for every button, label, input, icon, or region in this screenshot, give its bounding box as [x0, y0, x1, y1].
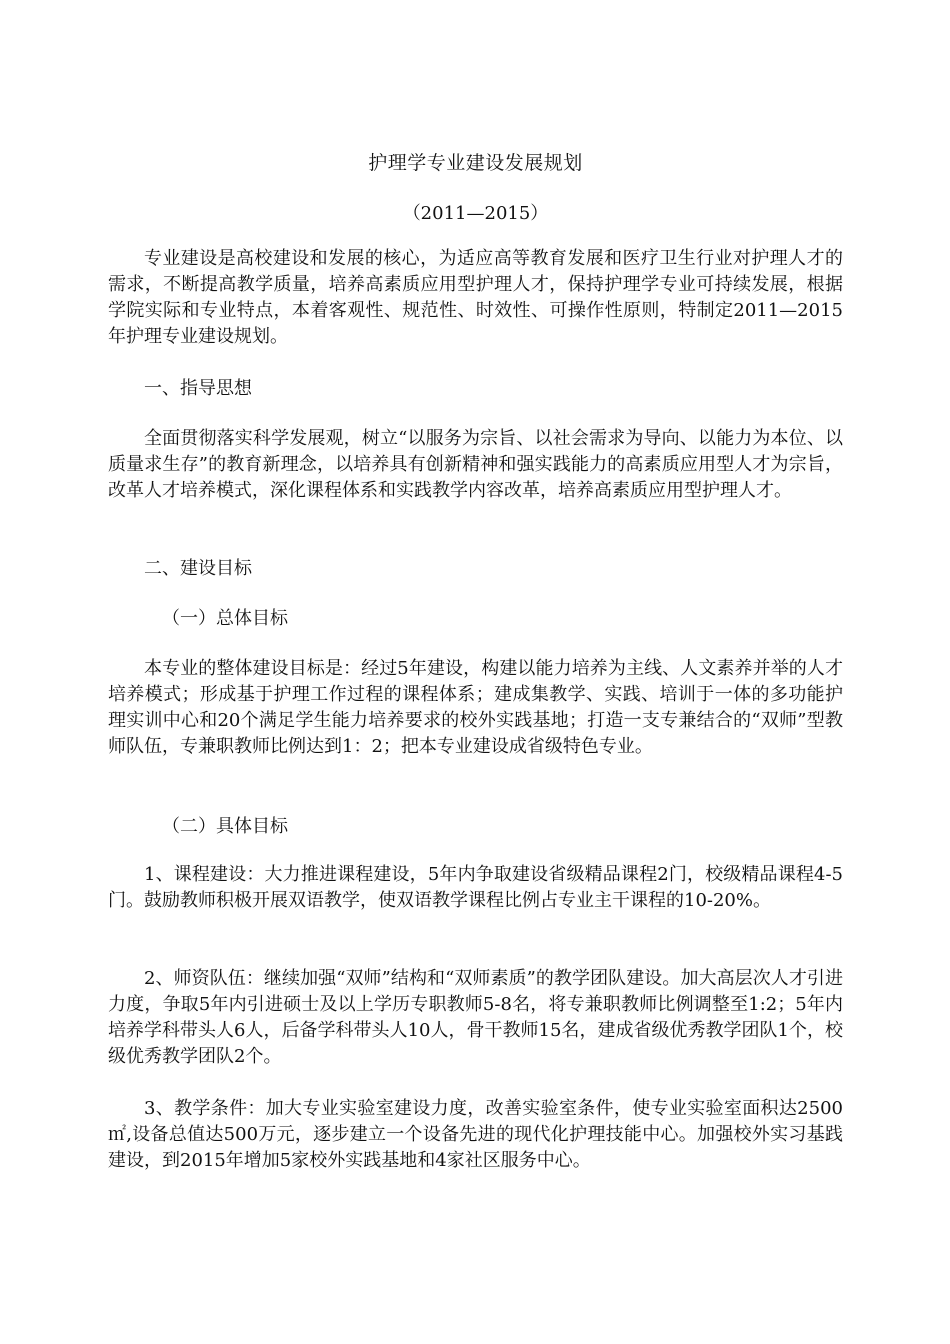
- overall-goal-paragraph: 本专业的整体建设目标是：经过5年建设，构建以能力培养为主线、人文素养并举的人才培养模式；形成基于护理工作过程的课程体系；建成集教学、实践、培训于一体的多功能护理实训中心和20个满足学生能力培养要求的校外实践基地；打造一支专兼结合的“双师”型教师队伍，专兼职教师比例达到1：2；把本专业建设成省级特色专业。: [108, 658, 843, 757]
- intro-paragraph: 专业建设是高校建设和发展的核心，为适应高等教育发展和医疗卫生行业对护理人才的需求，不断提高教学质量，培养高素质应用型护理人才，保持护理学专业可持续发展，根据学院实际和专业特点，本着客观性、规范性、时效性、可操作性原则，特制定2011—2015年护理专业建设规划。: [108, 248, 843, 347]
- subheading-specific-goals: （二）具体目标: [162, 816, 288, 837]
- specific-goal-teaching-conditions: 3、教学条件：加大专业实验室建设力度，改善实验室条件，使专业实验室面积达2500㎡,设备总值达500万元，逐步建立一个设备先进的现代化护理技能中心。加强校外实习基践建设，到2015年增加5家校外实践基地和4家社区服务中心。: [108, 1098, 843, 1171]
- document-period: （2011—2015）: [402, 203, 549, 224]
- section-heading-construction-goals: 二、建设目标: [144, 558, 252, 579]
- guiding-thought-paragraph: 全面贯彻落实科学发展观，树立“以服务为宗旨、以社会需求为导向、以能力为本位、以质量求生存”的教育新理念，以培养具有创新精神和强实践能力的高素质应用型人才为宗旨，改革人才培养模式，深化课程体系和实践教学内容改革，培养高素质应用型护理人才。: [108, 428, 843, 501]
- section-heading-guiding-thought: 一、指导思想: [144, 378, 252, 399]
- subheading-overall-goal: （一）总体目标: [162, 608, 288, 629]
- document-title: 护理学专业建设发展规划: [368, 152, 583, 174]
- specific-goal-teaching-staff: 2、师资队伍：继续加强“双师”结构和“双师素质”的教学团队建设。加大高层次人才引进力度，争取5年内引进硕士及以上学历专职教师5-8名，将专兼职教师比例调整至1:2；5年内培养学科带头人6人，后备学科带头人10人，骨干教师15名，建成省级优秀教学团队1个，校级优秀教学团队2个。: [108, 968, 843, 1067]
- specific-goal-course-construction: 1、课程建设：大力推进课程建设，5年内争取建设省级精品课程2门，校级精品课程4-5门。鼓励教师积极开展双语教学，使双语教学课程比例占专业主干课程的10-20%。: [108, 864, 843, 911]
